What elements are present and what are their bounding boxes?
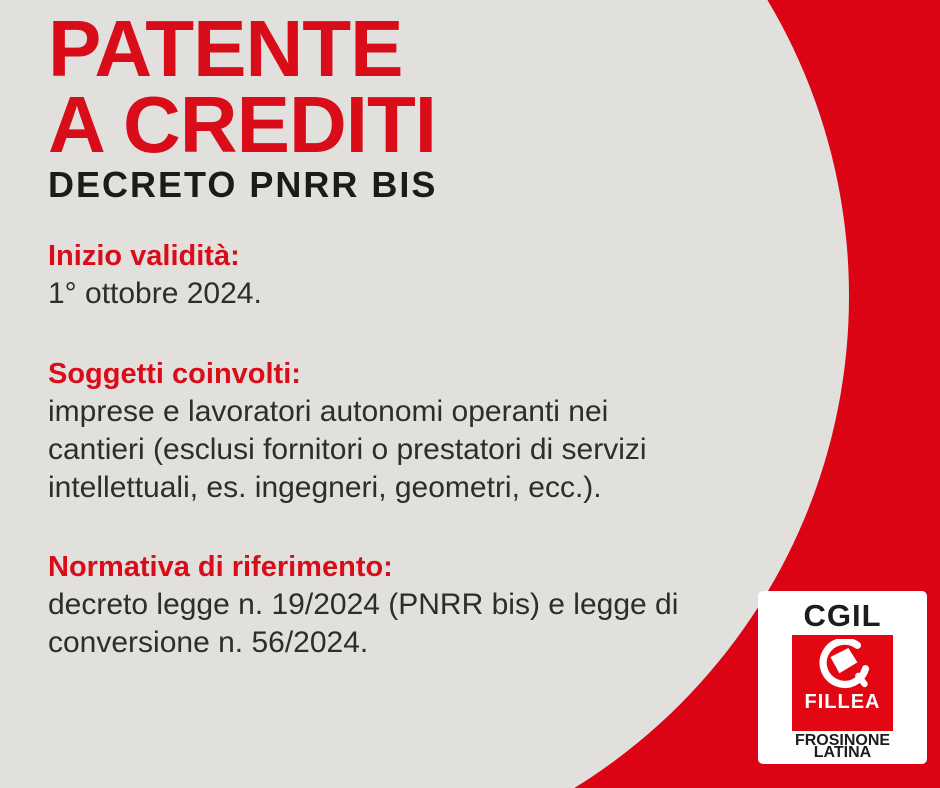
section-line: 1° ottobre 2024. [48, 277, 262, 310]
section-line: decreto legge n. 19/2024 (PNRR bis) e legge di [48, 588, 679, 621]
page-title [48, 4, 437, 169]
territory-line-2: LATINA [813, 744, 872, 761]
cgil-emblem-icon [816, 639, 870, 693]
section-heading: Normativa di riferimento: [48, 551, 393, 583]
logo-emblem-panel [792, 635, 893, 731]
subtitle: DECRETO PNRR BIS [48, 164, 438, 205]
territory-line-1: FROSINONE [794, 732, 891, 749]
section-line: cantieri (esclusi fornitori o prestatori di servizi [48, 433, 647, 466]
title-block [48, 4, 438, 205]
section-heading: Inizio validità: [48, 240, 240, 272]
section-line: imprese e lavoratori autonomi operanti nei [48, 395, 609, 428]
title-line-2: A CREDITI [48, 80, 437, 169]
section-line: conversione n. 56/2024. [48, 626, 369, 659]
section-line: intellettuali, es. ingegneri, geometri, ecc.). [48, 471, 602, 504]
title-line-1: PATENTE [48, 4, 403, 93]
section-inizio-validita [48, 237, 262, 313]
section-normativa [48, 548, 678, 662]
logo-territory [794, 732, 891, 761]
section-heading: Soggetti coinvolti: [48, 358, 301, 390]
logo-org-name: CGIL [803, 598, 882, 633]
section-soggetti-coinvolti [48, 355, 647, 507]
cgil-fillea-logo [758, 591, 927, 764]
logo-federation-name: FILLEA [804, 691, 881, 713]
